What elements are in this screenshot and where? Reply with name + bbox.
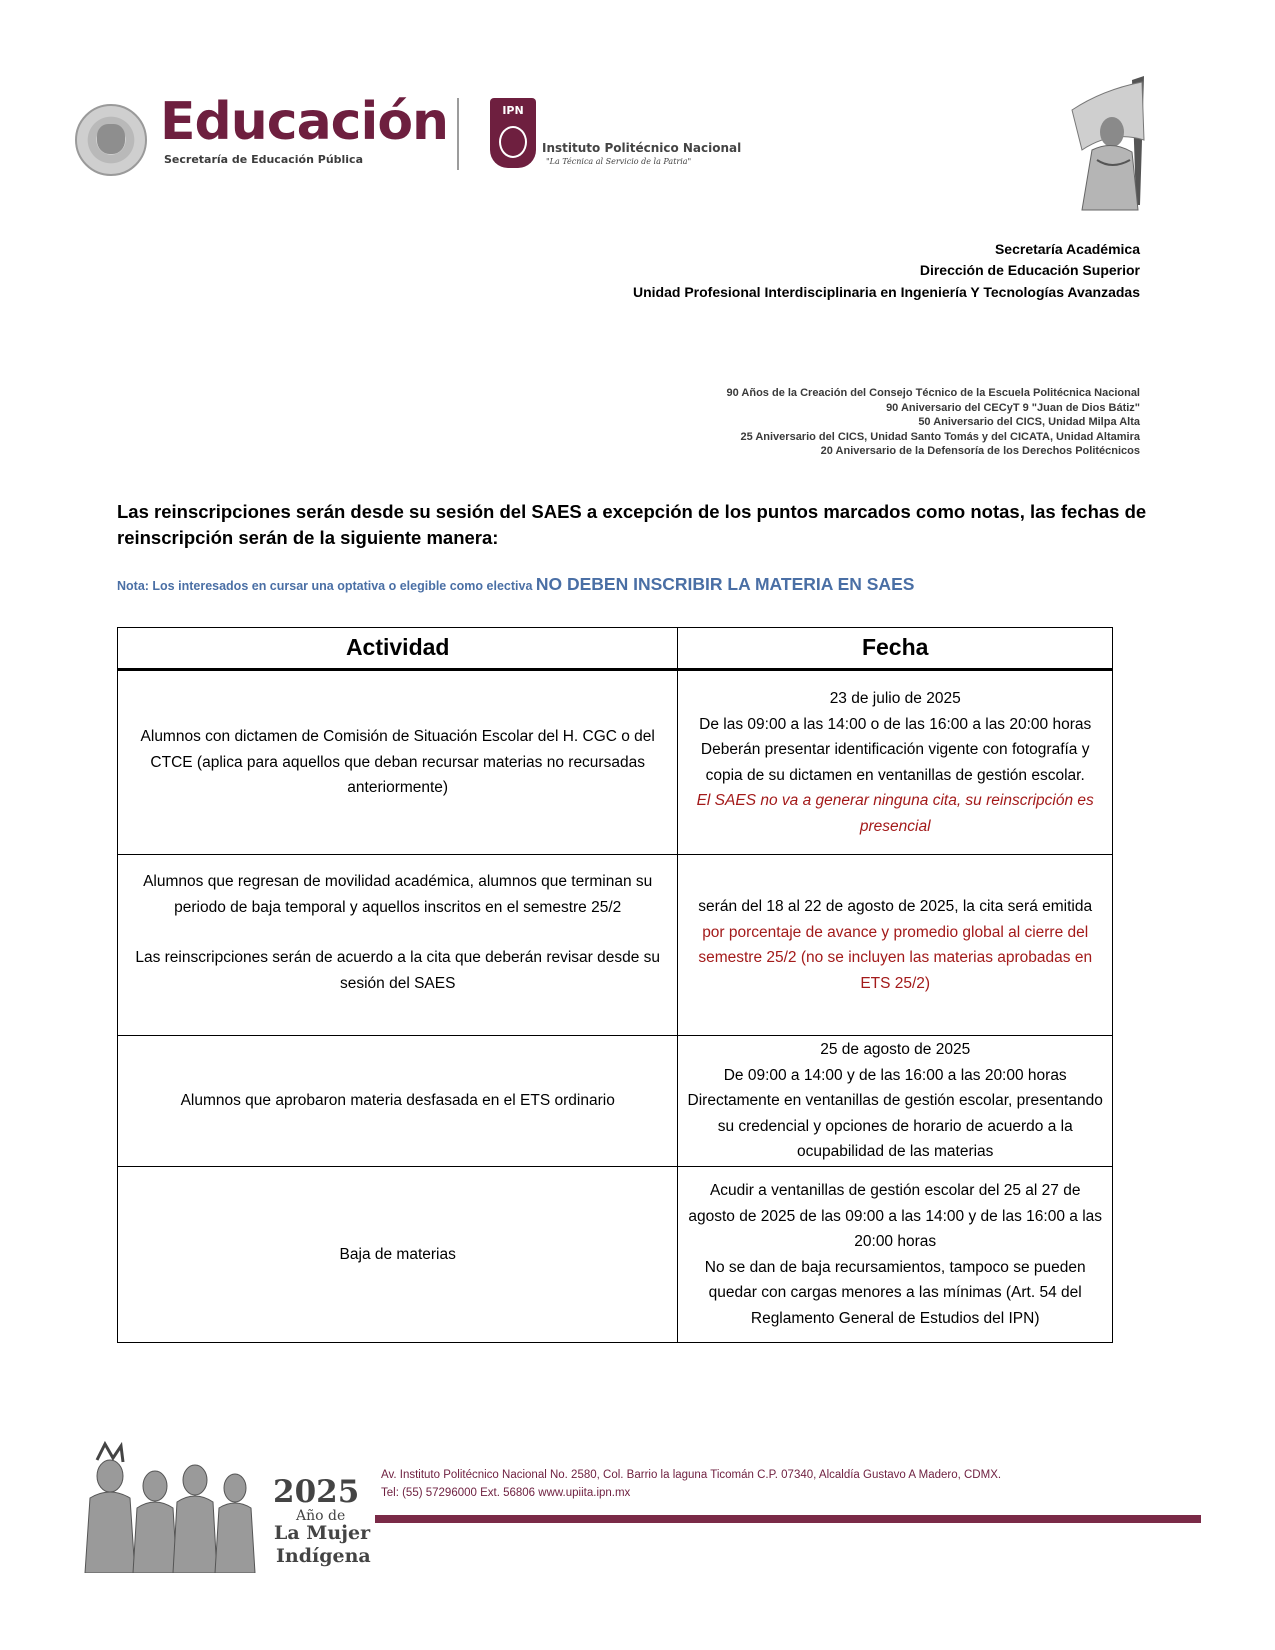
note-text: Nota: Los interesados en cursar una optativa o elegible como electiva — [117, 579, 536, 593]
dept-direccion: Dirección de Educación Superior — [919, 262, 1140, 278]
header-actividad: Actividad — [118, 628, 678, 670]
cell-fecha — [678, 1036, 1113, 1167]
cell-fecha — [678, 670, 1113, 855]
cell-actividad: Alumnos que aprobaron materia desfasada en el ETS ordinario — [118, 1036, 678, 1167]
fecha-text: serán del 18 al 22 de agosto de 2025, la cita será emitida — [698, 898, 1093, 915]
footer-ano-de: Año de — [296, 1508, 346, 1524]
footer-address: Av. Instituto Politécnico Nacional No. 2580, Col. Barrio la laguna Ticomán C.P. 07340, Alcaldía Gustavo A Madero, CDMX. — [381, 1469, 1002, 1481]
cell-actividad: Alumnos con dictamen de Comisión de Situación Escolar del H. CGC o del CTCE (aplica para aquellos que deban recursar materias no recursadas anteriormente) — [118, 670, 678, 855]
fecha-text: De las 09:00 a las 14:00 o de las 16:00 a las 20:00 horas Deberán presentar identificación vigente con fotografía y copia de su dictamen en ventanillas de gestión escolar. — [699, 715, 1092, 784]
heroine-flag-illustration-icon — [1052, 70, 1207, 215]
actividad-text: Alumnos que regresan de movilidad académica, alumnos que terminan su periodo de baja temporal y aquellos inscritos en el semestre 25/2 — [143, 873, 653, 916]
footer-address-block — [381, 1466, 1001, 1502]
footer-indigena: Indígena — [276, 1545, 371, 1567]
actividad-text: Las reinscripciones serán de acuerdo a la cita que deberán revisar desde su sesión del SAES — [135, 949, 661, 992]
logo-divider — [457, 98, 459, 170]
intro-paragraph: Las reinscripciones serán desde su sesión del SAES a excepción de los puntos marcados como notas, las fechas de reinscripción serán de la siguiente manera: — [117, 501, 1147, 548]
dept-unidad: Unidad Profesional Interdisciplinaria en Ingeniería Y Tecnologías Avanzadas — [633, 284, 1140, 300]
indigenous-women-illustration-icon — [75, 1438, 265, 1573]
footer-contact: Tel: (55) 57296000 Ext. 56806 www.upiita.ipn.mx — [381, 1487, 631, 1499]
anniversary-line: 90 Años de la Creación del Consejo Técnico de la Escuela Politécnica Nacional — [726, 387, 1140, 399]
ipn-shield-label: IPN — [502, 104, 524, 117]
fecha-text: De 09:00 a 14:00 y de las 16:00 a las 20:00 horas Directamente en ventanillas de gestión escolar, presentando su credencial y opciones de horario de acuerdo a la ocupabilidad de las materias — [687, 1066, 1103, 1161]
educacion-logo-title: Educación — [160, 92, 449, 152]
fecha-warning: por porcentaje de avance y promedio global al cierre del semestre 25/2 (no se incluyen las materias aprobadas en ETS 25/2) — [698, 923, 1093, 992]
cell-actividad — [118, 855, 678, 1036]
table-header-row — [118, 628, 1113, 670]
ipn-name: Instituto Politécnico Nacional — [542, 141, 742, 155]
note-emphasis: NO DEBEN INSCRIBIR LA MATERIA EN SAES — [535, 574, 915, 594]
table-row — [118, 670, 1113, 855]
footer-la-mujer: La Mujer — [274, 1522, 371, 1544]
table-row — [118, 1167, 1113, 1343]
fecha-date: 23 de julio de 2025 — [829, 690, 961, 707]
ipn-motto: "La Técnica al Servicio de la Patria" — [546, 157, 692, 166]
fecha-text: No se dan de baja recursamientos, tampoco se pueden quedar con cargas menores a las mínimas (Art. 54 del Reglamento General de Estudios del IPN) — [704, 1258, 1086, 1327]
anniversary-line: 25 Aniversario del CICS, Unidad Santo Tomás y del CICATA, Unidad Altamira — [740, 430, 1140, 443]
mexico-seal-icon — [75, 104, 147, 176]
reinscription-schedule-table — [117, 627, 1113, 1343]
fecha-warning: El SAES no va a generar ninguna cita, su reinscripción es presencial — [696, 792, 1094, 835]
footer-year: 2025 — [273, 1474, 360, 1510]
fecha-text: Acudir a ventanillas de gestión escolar del 25 al 27 de agosto de 2025 de las 09:00 a las 14:00 y de las 16:00 a las 20:00 horas — [688, 1182, 1103, 1250]
educacion-logo-subtitle: Secretaría de Educación Pública — [164, 153, 364, 166]
cell-actividad: Baja de materias — [118, 1167, 678, 1343]
cell-fecha — [678, 855, 1113, 1036]
cell-fecha — [678, 1167, 1113, 1343]
anniversary-line: 20 Aniversario de la Defensoría de los Derechos Politécnicos — [820, 445, 1140, 457]
anniversaries-block — [727, 386, 1140, 459]
anniversary-line: 90 Aniversario del CECyT 9 "Juan de Dios Bátiz" — [886, 401, 1140, 414]
dept-secretaria: Secretaría Académica — [994, 241, 1140, 257]
table-row — [118, 1036, 1113, 1167]
ipn-shield-icon — [490, 98, 536, 168]
fecha-date: 25 de agosto de 2025 — [820, 1041, 971, 1059]
note-line — [117, 574, 914, 595]
document-header — [0, 0, 1275, 220]
footer-bar — [375, 1515, 1201, 1523]
table-row — [118, 855, 1113, 1036]
header-fecha: Fecha — [678, 628, 1113, 670]
anniversary-line: 50 Aniversario del CICS, Unidad Milpa Alta — [918, 416, 1140, 428]
